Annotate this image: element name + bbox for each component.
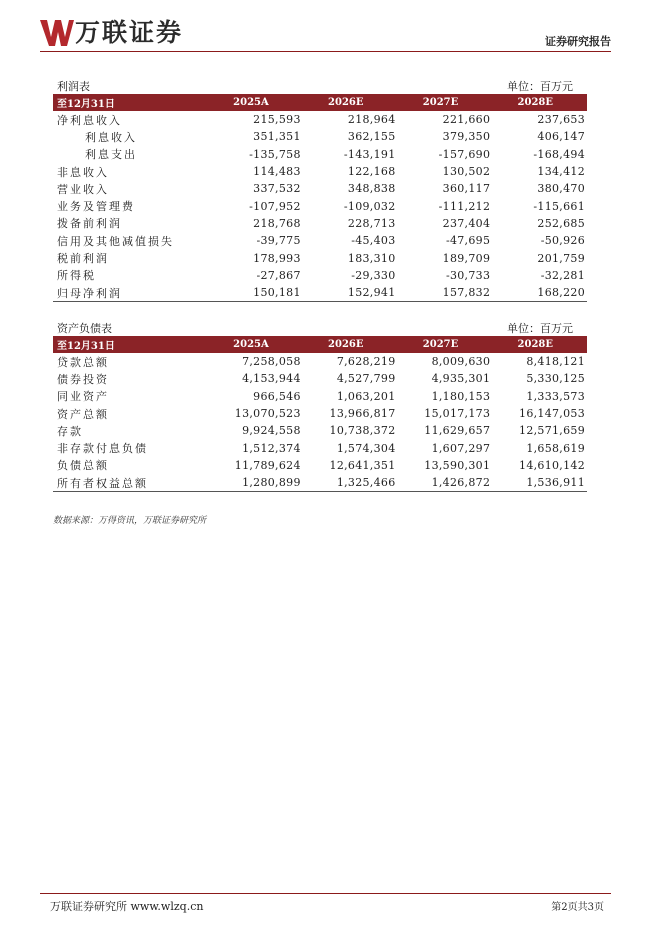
column-header: 2025A xyxy=(233,339,269,350)
cell-value: -111,212 xyxy=(438,199,491,213)
cell-value: 13,966,817 xyxy=(329,407,396,421)
cell-value: 362,155 xyxy=(347,130,396,144)
cell-value: -47,695 xyxy=(445,234,491,248)
cell-value: 114,483 xyxy=(253,165,301,179)
cell-value: 380,470 xyxy=(537,182,585,196)
table-row xyxy=(53,267,587,284)
cell-value: -30,733 xyxy=(445,268,491,282)
table-header-row xyxy=(53,336,587,353)
table-row xyxy=(53,353,587,370)
cell-value: -157,690 xyxy=(438,147,491,161)
row-label: 利息支出 xyxy=(85,148,137,162)
cell-value: 152,941 xyxy=(303,284,398,302)
cell-value: 1,607,297 xyxy=(431,441,491,455)
cell-value: 12,641,351 xyxy=(329,458,396,472)
balance-sheet-unit: 单位：百万元 xyxy=(507,322,573,335)
logo-text: 万联证券 xyxy=(75,18,184,47)
table-row xyxy=(53,439,587,456)
cell-value: 1,333,573 xyxy=(526,389,585,403)
column-header: 2027E xyxy=(422,339,459,350)
cell-value: 379,350 xyxy=(442,130,491,144)
cell-value: 1,574,304 xyxy=(336,441,396,455)
cell-value: 1,658,619 xyxy=(526,441,585,455)
table-row xyxy=(53,284,587,302)
footer-company: 万联证券研究所 www.wlzq.cn xyxy=(50,900,204,913)
row-label: 存款 xyxy=(57,424,83,438)
column-header: 2026E xyxy=(328,339,364,350)
table-row xyxy=(53,180,587,197)
cell-value: 8,418,121 xyxy=(526,355,585,369)
column-header: 2026E xyxy=(328,97,364,108)
cell-value: -135,758 xyxy=(249,147,301,161)
table-row xyxy=(53,422,587,439)
data-source-note: 数据来源：万得资讯，万联证券研究所 xyxy=(53,516,207,526)
cell-value: 130,502 xyxy=(442,165,491,179)
cell-value: -107,952 xyxy=(249,199,301,213)
balance-sheet-table xyxy=(53,336,587,492)
cell-value: 1,325,466 xyxy=(303,474,398,492)
cell-value: 10,738,372 xyxy=(329,424,396,438)
cell-value: 348,838 xyxy=(347,182,396,196)
cell-value: 150,181 xyxy=(208,284,303,302)
cell-value: 178,993 xyxy=(253,251,301,265)
cell-value: 215,593 xyxy=(253,113,301,127)
cell-value: 237,653 xyxy=(537,113,585,127)
cell-value: 16,147,053 xyxy=(519,407,585,421)
cell-value: 168,220 xyxy=(492,284,587,302)
cell-value: 157,832 xyxy=(398,284,493,302)
income-statement-title: 利润表 xyxy=(57,80,90,93)
row-label: 利息收入 xyxy=(85,130,137,144)
column-header: 2025A xyxy=(233,97,269,108)
balance-sheet-title: 资产负债表 xyxy=(57,322,112,335)
table-row xyxy=(53,111,587,128)
cell-value: 218,964 xyxy=(347,113,396,127)
row-label: 债券投资 xyxy=(57,372,109,386)
cell-value: 351,351 xyxy=(253,130,301,144)
row-label: 信用及其他减值损失 xyxy=(57,234,174,248)
table-row xyxy=(53,370,587,387)
report-type-label: 证券研究报告 xyxy=(545,35,611,48)
row-label: 归母净利润 xyxy=(53,284,208,302)
row-label: 非息收入 xyxy=(57,165,109,179)
column-header: 至12月31日 xyxy=(57,99,115,110)
cell-value: -168,494 xyxy=(533,147,585,161)
row-label: 业务及管理费 xyxy=(57,200,135,214)
row-label: 净利息收入 xyxy=(57,113,122,127)
cell-value: 228,713 xyxy=(347,216,396,230)
table-row xyxy=(53,474,587,492)
cell-value: 9,924,558 xyxy=(242,424,301,438)
cell-value: 360,117 xyxy=(442,182,491,196)
cell-value: 12,571,659 xyxy=(519,424,585,438)
cell-value: 1,063,201 xyxy=(336,389,396,403)
column-header: 至12月31日 xyxy=(57,341,115,352)
cell-value: 966,546 xyxy=(253,389,301,403)
cell-value: 5,330,125 xyxy=(526,372,585,386)
footer-divider xyxy=(40,893,611,894)
row-label: 拨备前利润 xyxy=(57,217,122,231)
cell-value: 15,017,173 xyxy=(424,407,491,421)
cell-value: -115,661 xyxy=(533,199,585,213)
cell-value: -109,032 xyxy=(343,199,396,213)
cell-value: -29,330 xyxy=(351,268,396,282)
cell-value: 4,153,944 xyxy=(242,372,301,386)
cell-value: 4,935,301 xyxy=(431,372,491,386)
cell-value: -50,926 xyxy=(540,234,585,248)
table-row xyxy=(53,405,587,422)
row-label: 所得税 xyxy=(57,269,96,283)
cell-value: 11,789,624 xyxy=(234,458,301,472)
cell-value: -32,281 xyxy=(540,268,585,282)
table-row xyxy=(53,388,587,405)
cell-value: 1,180,153 xyxy=(431,389,491,403)
row-label: 营业收入 xyxy=(57,182,109,196)
cell-value: -143,191 xyxy=(343,147,396,161)
cell-value: 1,512,374 xyxy=(242,441,301,455)
row-label: 同业资产 xyxy=(57,390,109,404)
cell-value: 7,628,219 xyxy=(336,355,396,369)
cell-value: -39,775 xyxy=(256,234,301,248)
table-row xyxy=(53,128,587,145)
footer-page-number: 第2页共3页 xyxy=(551,902,604,913)
cell-value: 201,759 xyxy=(537,251,585,265)
table-row xyxy=(53,232,587,249)
page-header xyxy=(0,0,662,56)
table-row xyxy=(53,197,587,214)
cell-value: -27,867 xyxy=(256,268,301,282)
row-label: 贷款总额 xyxy=(57,355,109,369)
row-label: 税前利润 xyxy=(57,252,109,266)
table-row xyxy=(53,163,587,180)
table-header-row xyxy=(53,94,587,111)
cell-value: 189,709 xyxy=(442,251,491,265)
column-header: 2028E xyxy=(517,339,553,350)
cell-value: 11,629,657 xyxy=(424,424,491,438)
cell-value: 122,168 xyxy=(347,165,396,179)
row-label: 所有者权益总额 xyxy=(53,474,208,492)
cell-value: 252,685 xyxy=(537,216,585,230)
cell-value: 221,660 xyxy=(442,113,491,127)
column-header: 2028E xyxy=(517,97,553,108)
company-logo xyxy=(40,18,183,48)
cell-value: 1,426,872 xyxy=(398,474,493,492)
table-row xyxy=(53,146,587,163)
table-row xyxy=(53,457,587,474)
column-header: 2027E xyxy=(422,97,459,108)
cell-value: -45,403 xyxy=(351,234,396,248)
cell-value: 406,147 xyxy=(537,130,585,144)
cell-value: 1,536,911 xyxy=(492,474,587,492)
cell-value: 14,610,142 xyxy=(519,458,585,472)
cell-value: 8,009,630 xyxy=(431,355,491,369)
income-statement-unit: 单位：百万元 xyxy=(507,80,573,93)
header-divider xyxy=(40,51,611,52)
balance-sheet-section xyxy=(53,320,587,492)
cell-value: 134,412 xyxy=(537,165,585,179)
cell-value: 237,404 xyxy=(442,216,491,230)
cell-value: 7,258,058 xyxy=(242,355,301,369)
income-statement-table xyxy=(53,94,587,302)
cell-value: 1,280,899 xyxy=(208,474,303,492)
cell-value: 337,532 xyxy=(253,182,301,196)
income-statement-section xyxy=(53,78,587,302)
row-label: 资产总额 xyxy=(57,407,109,421)
table-row xyxy=(53,215,587,232)
table-row xyxy=(53,249,587,266)
cell-value: 218,768 xyxy=(253,216,301,230)
row-label: 非存款付息负债 xyxy=(57,442,148,456)
wanlian-logo-icon xyxy=(40,18,74,48)
cell-value: 4,527,799 xyxy=(336,372,396,386)
row-label: 负债总额 xyxy=(57,459,109,473)
cell-value: 13,590,301 xyxy=(424,458,491,472)
cell-value: 13,070,523 xyxy=(234,407,301,421)
cell-value: 183,310 xyxy=(347,251,396,265)
